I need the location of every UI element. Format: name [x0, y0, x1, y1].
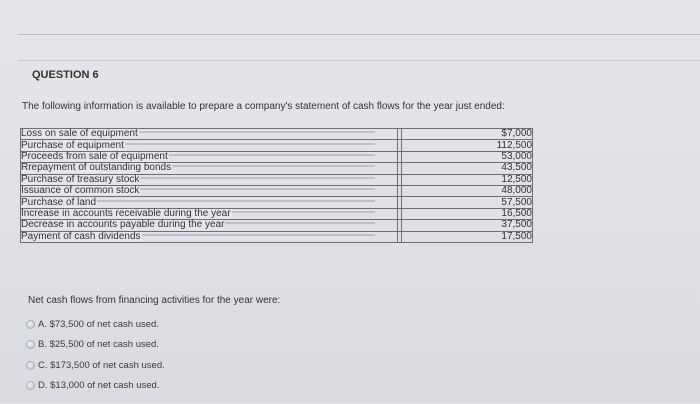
- item-amount: 112,500: [402, 140, 533, 151]
- item-label: Purchase of treasury stock: [21, 173, 140, 185]
- item-amount: 48,000: [402, 185, 533, 196]
- item-amount: 57,500: [402, 197, 533, 208]
- item-amount: 37,500: [402, 220, 533, 231]
- item-label: Decrease in accounts payable during the year: [21, 219, 225, 231]
- item-amount: 43,500: [402, 163, 533, 174]
- table-row: [21, 151, 533, 162]
- item-amount: 16,500: [402, 208, 533, 219]
- leader-dots: [97, 200, 375, 208]
- answer-option-label: A. $73,500 of net cash used.: [38, 318, 159, 330]
- answer-option[interactable]: [26, 376, 165, 397]
- question-ask: Net cash flows from financing activities for the year were:: [28, 295, 281, 306]
- item-label: Rrepayment of outstanding bonds: [21, 162, 172, 174]
- answer-option[interactable]: [26, 314, 165, 335]
- item-label-cell: [21, 129, 398, 140]
- item-label: Proceeds from sale of equipment: [21, 150, 168, 162]
- top-divider: [18, 34, 700, 35]
- item-label-cell: [21, 197, 398, 208]
- table-row: [21, 185, 533, 196]
- item-label-cell: [21, 208, 398, 219]
- question-panel: [18, 60, 700, 404]
- item-amount: $7,000: [402, 129, 533, 140]
- leader-dots: [125, 143, 375, 151]
- answer-option[interactable]: [26, 335, 165, 356]
- leader-dots: [142, 234, 375, 242]
- item-label-cell: [21, 174, 398, 185]
- answer-option-label: C. $173,500 of net cash used.: [38, 359, 165, 371]
- item-label: Purchase of equipment: [21, 139, 124, 151]
- table-row: [21, 140, 533, 151]
- item-label: Issuance of common stock: [21, 185, 140, 197]
- question-title: QUESTION 6: [32, 69, 99, 81]
- leader-dots: [139, 131, 375, 139]
- radio-button[interactable]: [26, 340, 35, 349]
- question-prompt: The following information is available to prepare a company's statement of cash flows for the year just ended:: [22, 101, 505, 112]
- item-amount: 12,500: [402, 174, 533, 185]
- item-label: Purchase of land: [21, 196, 97, 208]
- leader-dots: [140, 177, 375, 185]
- radio-button[interactable]: [26, 381, 35, 390]
- leader-dots: [232, 211, 375, 219]
- table-row: [21, 208, 533, 219]
- table-row: [21, 197, 533, 208]
- answer-option-label: D. $13,000 of net cash used.: [38, 380, 160, 392]
- item-label-cell: [21, 163, 398, 174]
- cash-flow-table: [20, 128, 533, 243]
- item-label: Increase in accounts receivable during the year: [21, 207, 231, 219]
- item-label: Payment of cash dividends: [21, 230, 141, 242]
- answer-option-label: B. $25,500 of net cash used.: [38, 339, 159, 351]
- item-label-cell: [21, 151, 398, 162]
- answer-options: [26, 314, 165, 396]
- radio-button[interactable]: [26, 361, 35, 370]
- item-label-cell: [21, 220, 398, 231]
- answer-option[interactable]: [26, 355, 165, 376]
- table-row: [21, 129, 533, 140]
- table-row: [21, 174, 533, 185]
- item-label-cell: [21, 185, 398, 196]
- leader-dots: [169, 154, 375, 162]
- leader-dots: [225, 222, 375, 230]
- table-row: [21, 163, 533, 174]
- radio-button[interactable]: [26, 320, 35, 329]
- leader-dots: [172, 165, 375, 173]
- table-row: [21, 220, 533, 231]
- item-amount: 17,500: [402, 231, 533, 242]
- item-label-cell: [21, 140, 398, 151]
- table-row: [21, 231, 533, 242]
- item-amount: 53,000: [402, 151, 533, 162]
- leader-dots: [140, 188, 375, 196]
- item-label-cell: [21, 231, 398, 242]
- item-label: Loss on sale of equipment: [21, 128, 138, 140]
